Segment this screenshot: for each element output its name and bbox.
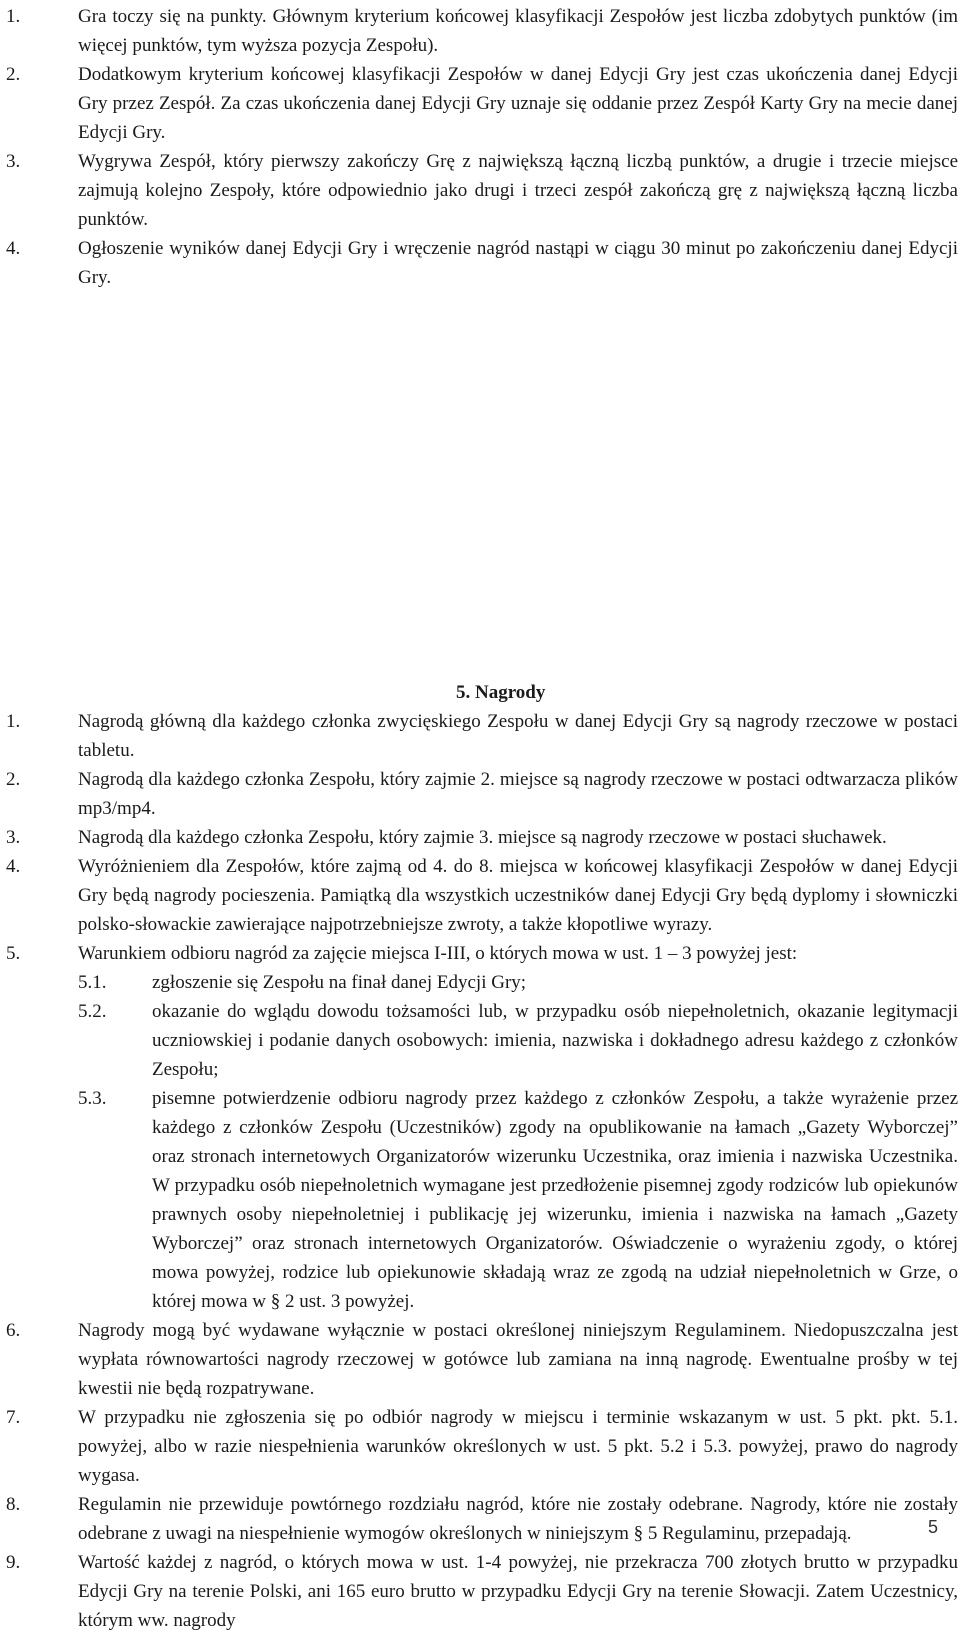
item-number: 5. xyxy=(6,943,21,964)
sublist-item xyxy=(78,997,958,1084)
item-number: 8. xyxy=(6,1494,21,1515)
list-item xyxy=(6,147,958,234)
item-text: Dodatkowym kryterium końcowej klasyfikacji Zespołów w danej Edycji Gry jest czas ukończenia danej Edycji Gry przez Zespół. Za czas ukończenia danej Edycji Gry uznaje się oddanie przez Zespół Karty Gry na mecie danej Edycji Gry. xyxy=(78,64,958,143)
item-number: 3. xyxy=(6,151,21,172)
item-number: 6. xyxy=(6,1320,21,1341)
list-item xyxy=(6,1316,958,1403)
item-number: 2. xyxy=(6,64,21,85)
item-text: W przypadku nie zgłoszenia się po odbiór nagrody w miejscu i terminie wskazanym w ust. 5 pkt. pkt. 5.1. powyżej, albo w razie niespełnienia warunków określonych w ust. 5 pkt. 5.2 i 5.3. powyżej, prawo do nagrody wygasa. xyxy=(78,1407,958,1486)
item-text: Nagrody mogą być wydawane wyłącznie w postaci określonej niniejszym Regulaminem. Niedopuszczalna jest wypłata równowartości nagrody rzeczowej w gotówce lub zamiana na inną nagrodę. Ewentualne prośby w tej kwestii nie będą rozpatrywane. xyxy=(78,1320,958,1399)
item-text: Ogłoszenie wyników danej Edycji Gry i wręczenie nagród nastąpi w ciągu 30 minut po zakończeniu danej Edycji Gry. xyxy=(78,238,958,288)
item-number: 4. xyxy=(6,856,21,877)
item-text: Nagrodą dla każdego członka Zespołu, który zajmie 3. miejsce są nagrody rzeczowe w postaci słuchawek. xyxy=(78,827,887,848)
item-text: Nagrodą główną dla każdego członka zwycięskiego Zespołu w danej Edycji Gry są nagrody rzeczowe w postaci tabletu. xyxy=(78,711,958,761)
list-item xyxy=(6,852,958,939)
list-item xyxy=(6,1403,958,1490)
list-item xyxy=(6,60,958,147)
item-number: 7. xyxy=(6,1407,21,1428)
prizes-list xyxy=(6,707,958,1635)
item-text: Regulamin nie przewiduje powtórnego rozdziału nagród, które nie zostały odebrane. Nagrody, które nie zostały odebrane z uwagi na niespełnienie wymogów określonych w niniejszym § 5 Regulaminu, przepadają. xyxy=(78,1494,958,1544)
list-item xyxy=(6,939,958,968)
rules-list-top xyxy=(6,2,958,292)
list-item xyxy=(6,1548,958,1635)
section-heading: 5. Nagrody xyxy=(456,682,546,703)
subitem-number: 5.1. xyxy=(78,972,107,993)
list-item xyxy=(6,823,958,852)
list-item xyxy=(6,234,958,292)
sublist-item xyxy=(78,1084,958,1316)
subitem-number: 5.3. xyxy=(78,1088,107,1109)
sublist xyxy=(6,968,958,1316)
list-item xyxy=(6,765,958,823)
subitem-text: okazanie do wglądu dowodu tożsamości lub, w przypadku osób niepełnoletnich, okazanie legitymacji uczniowskiej i podanie danych osobowych: imienia, nazwiska i dokładnego adresu każdego z członków Zespołu; xyxy=(152,1001,958,1080)
list-item xyxy=(6,1490,958,1548)
list-item xyxy=(6,2,958,60)
item-number: 9. xyxy=(6,1552,21,1573)
list-item xyxy=(6,707,958,765)
item-text: Gra toczy się na punkty. Głównym kryterium końcowej klasyfikacji Zespołów jest liczba zdobytych punktów (im więcej punktów, tym wyższa pozycja Zespołu). xyxy=(78,6,958,56)
item-text: Wygrywa Zespół, który pierwszy zakończy Grę z największą łączną liczbą punktów, a drugie i trzecie miejsce zajmują kolejno Zespoły, które odpowiednio jako drugi i trzeci zespół zakończą grę z największą łączną liczba punktów. xyxy=(78,151,958,230)
item-text: Warunkiem odbioru nagród za zajęcie miejsca I-III, o których mowa w ust. 1 – 3 powyżej jest: xyxy=(78,943,798,964)
page-number: 5 xyxy=(927,1517,938,1537)
sublist-item xyxy=(78,968,958,997)
item-number: 4. xyxy=(6,238,21,259)
subitem-text: pisemne potwierdzenie odbioru nagrody przez każdego z członków Zespołu, a także wyrażenie przez każdego z członków Zespołu (Uczestników) zgody na opublikowanie na łamach „Gazety Wyborczej” oraz stronach internetowych Organizatorów wizerunku Uczestnika, oraz imienia i nazwiska Uczestnika. W przypadku osób niepełnoletnich wymagane jest przedłożenie pisemnej zgody rodziców lub opiekunów prawnych osoby niepełnoletniej i publikację jej wizerunku, imienia i nazwiska na łamach „Gazety Wyborczej” oraz stronach internetowych Organizatorów. Oświadczenie o wyrażeniu zgody, o której mowa powyżej, rodzice lub opiekunowie składają wraz ze zgodą na udział niepełnoletnich w Grze, o której mowa w § 2 ust. 3 powyżej. xyxy=(152,1088,958,1312)
subitem-number: 5.2. xyxy=(78,1001,107,1022)
item-text: Nagrodą dla każdego członka Zespołu, który zajmie 2. miejsce są nagrody rzeczowe w postaci odtwarzacza plików mp3/mp4. xyxy=(78,769,958,819)
item-number: 2. xyxy=(6,769,21,790)
item-text: Wyróżnieniem dla Zespołów, które zajmą od 4. do 8. miejsca w końcowej klasyfikacji Zespołów w danej Edycji Gry będą nagrody pocieszenia. Pamiątką dla wszystkich uczestników danej Edycji Gry będą dyplomy i słowniczki polsko-słowackie zawierające najpotrzebniejsze zwroty, a także kłopotliwe wyrazy. xyxy=(78,856,958,935)
item-number: 1. xyxy=(6,6,21,27)
item-number: 1. xyxy=(6,711,21,732)
subitem-text: zgłoszenie się Zespołu na finał danej Edycji Gry; xyxy=(152,972,527,993)
item-number: 3. xyxy=(6,827,21,848)
item-text: Wartość każdej z nagród, o których mowa w ust. 1-4 powyżej, nie przekracza 700 złotych brutto w przypadku Edycji Gry na terenie Polski, ani 165 euro brutto w przypadku Edycji Gry na terenie Słowacji. Zatem Uczestnicy, którym ww. nagrody xyxy=(78,1552,958,1631)
